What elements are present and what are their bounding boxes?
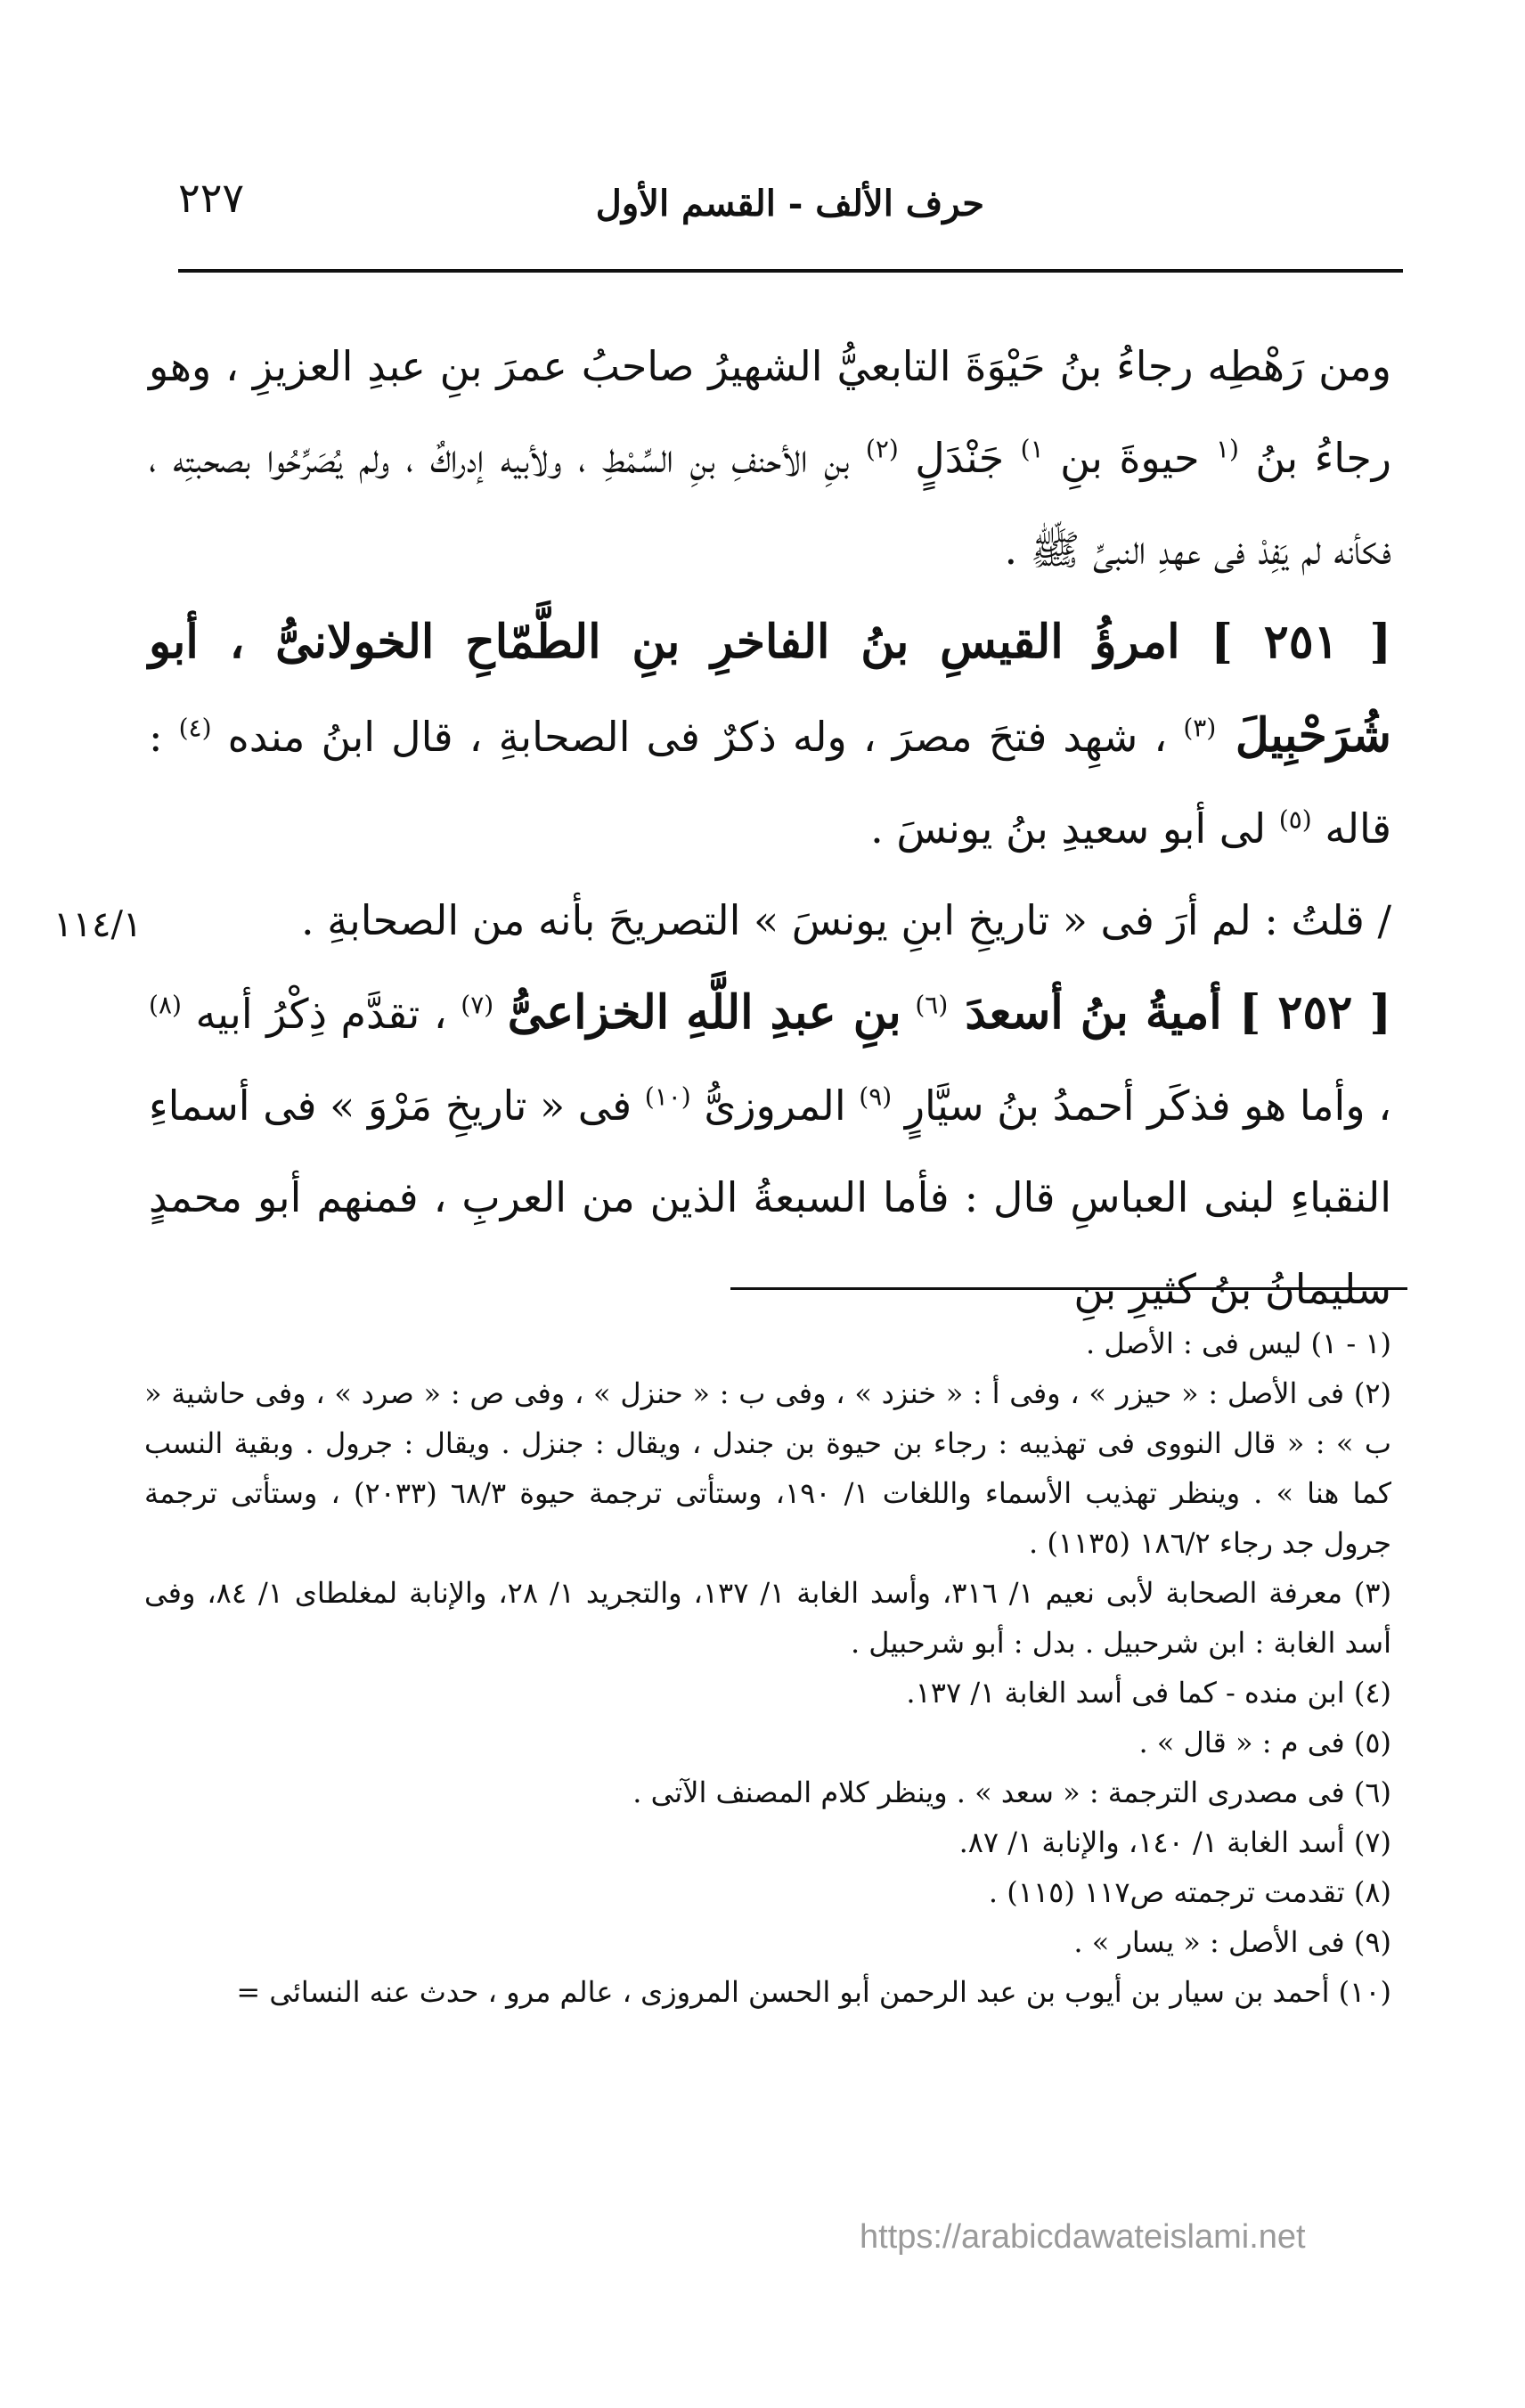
footnote-ref: (٧) bbox=[461, 990, 494, 1020]
footnote-item bbox=[144, 1917, 1391, 1967]
footnotes bbox=[144, 1318, 1391, 2017]
page-number: ٢٢٧ bbox=[178, 174, 245, 222]
page-title: حرف الألف - القسم الأول bbox=[595, 183, 984, 224]
footnote-item bbox=[144, 1767, 1391, 1817]
footnote-text: أسد الغابة ١/ ١٤٠، والإنابة ١/ ٨٧. bbox=[958, 1825, 1345, 1859]
entry-name: امرؤُ القيسِ بنُ الفاخرِ بنِ الطَّمّاحِ الخولانىُّ ، أبو شُرَحْبِيلَ bbox=[149, 615, 1391, 763]
text-segment: جَنْدَلٍ bbox=[915, 434, 1005, 482]
text-segment: ومن رَهْطِه رجاءُ بنُ حَيْوَةَ التابعيُّ الشهيرُ صاحبُ عمرَ بنِ عبدِ العزيزِ ، وهو رجاءُ بنُ bbox=[149, 342, 1391, 482]
text-segment: ، تقدَّم ذِكْرُ أبيه bbox=[195, 990, 447, 1038]
footnote-item bbox=[144, 1817, 1391, 1867]
entry-251 bbox=[149, 596, 1391, 875]
footnote-ref: (٩) bbox=[859, 1082, 893, 1112]
footnote-item bbox=[144, 1967, 1391, 2017]
text-segment: فى « تاريخِ مَرْوَ » فى أسماءِ النقباءِ لبنى العباسِ قال : فأما السبعةُ الذين من العربِ ، فمنهم أبو محمدٍ سليمانُ بنُ كثيرِ بنِ bbox=[149, 1082, 1391, 1313]
footnote-ref: (١ bbox=[1215, 434, 1239, 464]
entry-number: [ ٢٥٢ ] bbox=[1238, 985, 1391, 1040]
text-segment: ، وأما هو فذكَر أحمدُ بنُ سيَّارٍ bbox=[904, 1082, 1392, 1130]
footnote-text: فى م : « قال » . bbox=[1138, 1726, 1345, 1759]
manuscript-folio-ref: ١١٤/١ bbox=[53, 904, 143, 945]
text-segment: لى أبو سعيدِ بنُ يونسَ . bbox=[870, 804, 1267, 853]
footnote-number: (١٠) bbox=[1338, 1975, 1391, 2009]
entry-number: [ ٢٥١ ] bbox=[1211, 615, 1391, 669]
footnote-text: أحمد بن سيار بن أيوب بن عبد الرحمن أبو الحسن المروزى ، عالم مرو ، حدث عنه النسائى = bbox=[236, 1975, 1330, 2009]
footnote-item bbox=[144, 1318, 1391, 1368]
footnote-text: تقدمت ترجمته ص١١٧ (١١٥) . bbox=[988, 1875, 1345, 1909]
text-segment: بنِ الأحنفِ بنِ السِّمْطِ ، ولأبيه إدراكٌ ، ولم يُصَرِّحُوا بصحبتِه ، فكأنه لم يَفِدْ فى عهدِ النبىِّ ﷺ . bbox=[149, 434, 1391, 574]
text-segment: حيوةَ بنِ bbox=[1060, 434, 1200, 482]
footnote-ref: (١٠) bbox=[644, 1082, 691, 1112]
footnote-item bbox=[144, 1867, 1391, 1917]
main-text bbox=[149, 321, 1391, 1335]
footnote-item bbox=[144, 1718, 1391, 1767]
footnote-number: (٦) bbox=[1353, 1775, 1391, 1809]
text-segment: المروزىُّ bbox=[704, 1082, 846, 1130]
watermark-url: https://arabicdawateislami.net bbox=[860, 2218, 1306, 2256]
footnote-ref: ١) bbox=[1020, 434, 1044, 464]
footnote-item bbox=[144, 1368, 1391, 1568]
footnote-item bbox=[144, 1668, 1391, 1718]
text-segment: ، شهِد فتحَ مصرَ ، وله ذكرٌ فى الصحابةِ ، قال ابنُ منده bbox=[227, 713, 1168, 761]
footnote-number: (٩) bbox=[1353, 1925, 1391, 1959]
paragraph-raja bbox=[149, 321, 1391, 596]
footnote-ref: (٨) bbox=[149, 990, 182, 1020]
editor-note: / قلتُ : لم أرَ فى « تاريخِ ابنِ يونسَ » التصريحَ بأنه من الصحابةِ . bbox=[301, 896, 1391, 944]
footnote-number: (٨) bbox=[1353, 1875, 1391, 1909]
text-segment: : قاله bbox=[149, 713, 1391, 853]
footnote-number: (١ - ١) bbox=[1310, 1326, 1391, 1360]
footnote-number: (٤) bbox=[1353, 1676, 1391, 1710]
footnote-ref: (٥) bbox=[1278, 804, 1312, 835]
footnote-text: معرفة الصحابة لأبى نعيم ١/ ٣١٦، وأسد الغابة ١/ ١٣٧، والتجريد ١/ ٢٨، والإنابة لمغلطاى ١/ ٨٤، وفى أسد الغابة : ابن شرحبيل . بدل : أبو شرحبيل . bbox=[144, 1576, 1391, 1660]
footnote-text: ليس فى : الأصل . bbox=[1085, 1326, 1302, 1360]
footnote-number: (٢) bbox=[1353, 1376, 1392, 1410]
footnote-item bbox=[144, 1568, 1391, 1668]
footnote-text: فى مصدرى الترجمة : « سعد » . وينظر كلام المصنف الآتى . bbox=[632, 1775, 1345, 1809]
footnote-text: فى الأصل : « يسار » . bbox=[1073, 1925, 1345, 1959]
footnote-number: (٣) bbox=[1353, 1576, 1392, 1610]
header-divider bbox=[178, 269, 1403, 273]
footnote-ref: (٢) bbox=[865, 434, 899, 464]
footnote-divider bbox=[730, 1287, 1407, 1290]
footnote-ref: (٦) bbox=[915, 990, 949, 1020]
footnote-ref: (٣) bbox=[1183, 713, 1217, 743]
footnote-text: ابن منده - كما فى أسد الغابة ١/ ١٣٧. bbox=[906, 1676, 1345, 1710]
entry-name: أميةُ بنُ أسعدَ bbox=[965, 985, 1222, 1040]
entry-252 bbox=[149, 967, 1391, 1335]
running-header bbox=[178, 174, 1403, 245]
footnote-number: (٥) bbox=[1353, 1726, 1391, 1759]
entry-name: بنِ عبدِ اللَّهِ الخزاعىُّ bbox=[507, 985, 901, 1040]
footnote-text: فى الأصل : « حيزر » ، وفى أ : « خنزد » ، وفى ب : « حنزل » ، وفى ص : « صرد » ، وفى حاشية « ب » : « قال النووى فى تهذيبه : رجاء بن حيوة بن جندل ، ويقال : جنزل . ويقال : جرول . وبقية النسب كما هنا » . وينظر تهذيب الأسماء واللغات ١/ ١٩٠، وستأتى ترجمة حيوة ٦٨/٣ (٢٠٣٣) ، وستأتى ترجمة جرول جد رجاء ١٨٦/٢ (١١٣٥) . bbox=[144, 1376, 1392, 1560]
footnote-number: (٧) bbox=[1353, 1825, 1391, 1859]
footnote-ref: (٤) bbox=[178, 713, 212, 743]
